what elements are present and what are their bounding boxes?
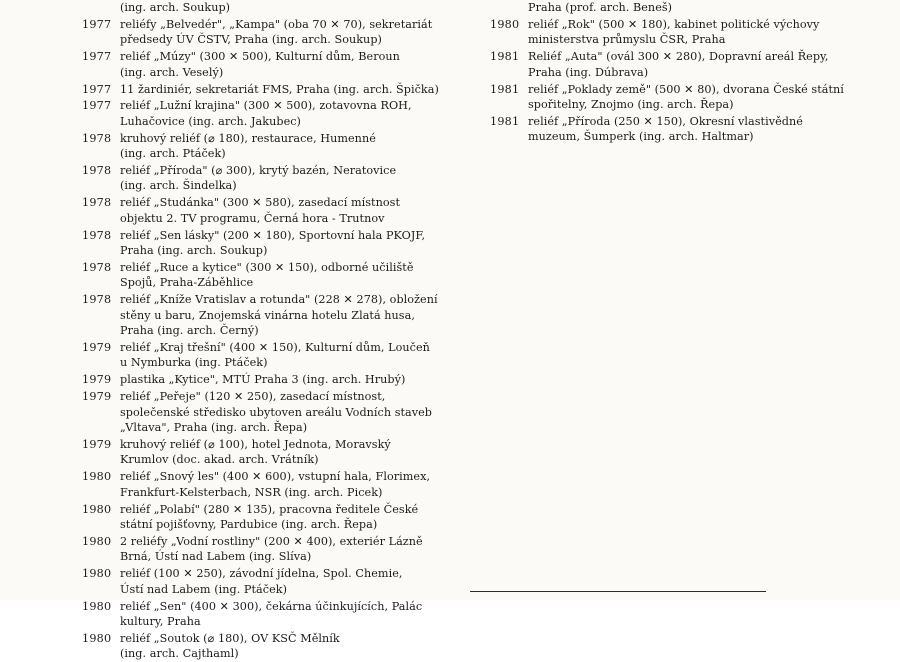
entry-line: kruhový reliéf (⌀ 100), hotel Jednota, Moravský	[120, 437, 391, 451]
list-item	[82, 566, 472, 597]
entry-year: 1977	[82, 99, 112, 113]
entry-year: 1980	[82, 631, 112, 645]
list-item	[82, 82, 472, 97]
entry-text	[118, 49, 472, 80]
entry-line: kruhový reliéf (⌀ 180), restaurace, Humenné	[120, 131, 376, 145]
entry-line: reliéf „Kníže Vratislav a rotunda" (228 ✕ 278), obložení	[120, 293, 438, 307]
entry-line: muzeum, Šumperk (ing. arch. Haltmar)	[528, 130, 754, 144]
list-item	[82, 631, 472, 662]
entry-line: objektu 2. TV programu, Černá hora - Trutnov	[120, 211, 385, 225]
entry-year: 1979	[82, 437, 112, 451]
entry-year: 1979	[82, 390, 112, 404]
entry-line: plastika „Kytice", MTÚ Praha 3 (ing. arch. Hrubý)	[120, 373, 406, 387]
entry-text	[118, 437, 472, 468]
entry-line: reliéf „Kraj třešní" (400 ✕ 150), Kulturní dům, Loučeň	[120, 341, 430, 355]
right-column	[482, 0, 854, 600]
continuation-entry	[82, 0, 472, 15]
entry-line: Luhačovice (ing. arch. Jakubec)	[120, 114, 301, 128]
entry-text	[118, 82, 472, 97]
entry-text	[118, 17, 472, 48]
entry-year: 1978	[82, 261, 112, 274]
horizontal-rule	[470, 591, 766, 592]
list-item	[82, 389, 472, 435]
right-column-continuation-line	[490, 0, 854, 15]
entry-year: 1981	[490, 114, 520, 128]
entry-year: 1979	[82, 341, 112, 355]
entry-year: 1977	[82, 50, 112, 64]
entry-line: reliéf „Příroda (250 ✕ 150), Okresní vlastivědné	[528, 114, 803, 128]
entry-text	[118, 372, 472, 387]
list-item	[82, 469, 472, 500]
entry-text	[118, 534, 472, 565]
list-item	[82, 502, 472, 533]
entry-text	[526, 114, 854, 145]
entry-year: 1980	[490, 17, 520, 31]
entry-text	[118, 163, 472, 194]
entry-line: 11 žardiniér, sekretariát FMS, Praha (ing. arch. Špička)	[120, 82, 439, 96]
entry-year: 1980	[82, 534, 112, 548]
entry-line: reliéf (100 ✕ 250), závodní jídelna, Spol. Chemie,	[120, 567, 403, 581]
entry-line: u Nymburka (ing. Ptáček)	[120, 356, 268, 370]
entry-line: reliéf „Polabí" (280 ✕ 135), pracovna ředitele České	[120, 502, 419, 516]
entry-line: stěny u baru, Znojemská vinárna hotelu Zlatá husa,	[120, 308, 415, 322]
left-column	[82, 0, 482, 661]
entry-year: 1981	[490, 82, 520, 96]
entry-text	[118, 469, 472, 500]
entry-text	[118, 228, 472, 259]
entry-year: 1978	[82, 293, 112, 307]
entry-line: reliéf „Sen" (400 ✕ 300), čekárna účinkujících, Palác	[120, 599, 423, 613]
entry-year: 1979	[82, 373, 112, 387]
entry-year: 1980	[82, 470, 112, 484]
entry-line: 2 reliéfy „Vodní rostliny" (200 ✕ 400), exteriér Lázně	[120, 534, 423, 548]
entry-year: 1980	[82, 567, 112, 581]
list-item	[82, 98, 472, 129]
entry-year: 1980	[82, 502, 112, 516]
entry-line: (ing. arch. Veselý)	[120, 65, 224, 79]
entry-year: 1978	[82, 228, 112, 242]
list-item	[82, 131, 472, 162]
entry-line: reliéf „Peřeje" (120 ✕ 250), zasedací místnost,	[120, 390, 386, 404]
entry-text	[118, 566, 472, 597]
entry-line: Krumlov (doc. akad. arch. Vrátník)	[120, 453, 319, 467]
list-item	[490, 17, 854, 48]
entry-line: (ing. arch. Ptáček)	[120, 147, 226, 161]
entry-line: společenské středisko ubytoven areálu Vodních staveb	[120, 405, 433, 419]
entry-text	[118, 292, 472, 338]
list-item	[82, 292, 472, 338]
entry-line: Praha (ing. arch. Soukup)	[120, 244, 268, 258]
entry-line: Praha (ing. Dúbrava)	[528, 65, 649, 79]
entry-year: 1977	[82, 17, 112, 31]
list-item	[82, 437, 472, 468]
entry-year: 1978	[82, 164, 112, 178]
entry-text	[118, 195, 472, 226]
entry-year: 1978	[82, 196, 112, 210]
entry-text	[118, 599, 472, 630]
continuation-text: Praha (prof. arch. Beneš)	[528, 1, 673, 14]
list-item	[82, 49, 472, 80]
list-item	[82, 195, 472, 226]
entry-text	[118, 131, 472, 162]
entry-text	[118, 260, 472, 291]
entry-line: „Vltava", Praha (ing. arch. Řepa)	[120, 421, 308, 435]
list-item	[82, 534, 472, 565]
entry-line: reliéf „Lužní krajina" (300 ✕ 500), zotavovna ROH,	[120, 99, 412, 113]
entry-line: státní pojišťovny, Pardubice (ing. arch. Řepa)	[120, 518, 378, 531]
list-item	[490, 82, 854, 113]
entry-year: 1981	[490, 50, 520, 64]
entry-line: Frankfurt-Kelsterbach, NSR (ing. arch. Picek)	[120, 485, 383, 499]
entry-line: reliéf „Snový les" (400 ✕ 600), vstupní hala, Florimex,	[120, 470, 431, 484]
entry-line: předsedy ÚV ČSTV, Praha (ing. arch. Soukup)	[120, 33, 382, 47]
entry-line: reliéf „Ruce a kytice" (300 ✕ 150), odborné učiliště	[120, 261, 414, 274]
left-column-continuation-line	[82, 0, 472, 15]
list-item	[82, 599, 472, 630]
entry-line: spořitelny, Znojmo (ing. arch. Řepa)	[528, 97, 734, 111]
entry-line: Praha (ing. arch. Černý)	[120, 324, 259, 338]
entry-text	[526, 82, 854, 113]
entry-line: Brná, Ústí nad Labem (ing. Slíva)	[120, 550, 312, 564]
continuation-entry	[490, 0, 854, 15]
list-item	[82, 228, 472, 259]
entry-line: reliéf „Rok" (500 ✕ 180), kabinet politické výchovy	[528, 17, 820, 31]
entry-line: reliéf „Múzy" (300 ✕ 500), Kulturní dům, Beroun	[120, 50, 400, 64]
entry-line: Reliéf „Auta" (ovál 300 ✕ 280), Dopravní areál Řepy,	[528, 50, 829, 64]
list-item	[82, 372, 472, 387]
entry-line: ministerstva průmyslu ČSR, Praha	[528, 33, 726, 47]
list-item	[82, 17, 472, 48]
entry-line: reliéf „Poklady země" (500 ✕ 80), dvorana České státní	[528, 82, 844, 96]
entry-text	[526, 49, 854, 80]
entry-year: 1980	[82, 599, 112, 613]
entry-line: reliéf „Příroda" (⌀ 300), krytý bazén, Neratovice	[120, 164, 397, 178]
list-item	[82, 260, 472, 291]
entry-text	[118, 340, 472, 371]
entry-text	[118, 98, 472, 129]
entry-line: kultury, Praha	[120, 614, 201, 628]
list-item	[82, 163, 472, 194]
entry-line: (ing. arch. Cajthaml)	[120, 647, 239, 661]
entry-line: Ústí nad Labem (ing. Ptáček)	[120, 582, 287, 596]
continuation-text: (ing. arch. Soukup)	[120, 1, 231, 14]
entry-text	[118, 389, 472, 435]
list-item	[490, 114, 854, 145]
list-item	[490, 49, 854, 80]
entry-text	[526, 17, 854, 48]
entry-line: reliéf „Studánka" (300 ✕ 580), zasedací místnost	[120, 196, 400, 210]
entry-line: reliéf „Sen lásky" (200 ✕ 180), Sportovní hala PKOJF,	[120, 228, 426, 242]
entry-year: 1977	[82, 82, 112, 96]
entry-year: 1978	[82, 131, 112, 145]
entry-line: reliéfy „Belvedér", „Kampa" (oba 70 ✕ 70), sekretariát	[120, 17, 433, 31]
entry-line: (ing. arch. Šindelka)	[120, 179, 237, 193]
entry-text	[118, 631, 472, 662]
list-item	[82, 340, 472, 371]
entry-text	[118, 502, 472, 533]
entry-line: reliéf „Soutok (⌀ 180), OV KSČ Mělník	[120, 631, 340, 645]
entry-line: Spojů, Praha-Záběhlice	[120, 276, 254, 290]
